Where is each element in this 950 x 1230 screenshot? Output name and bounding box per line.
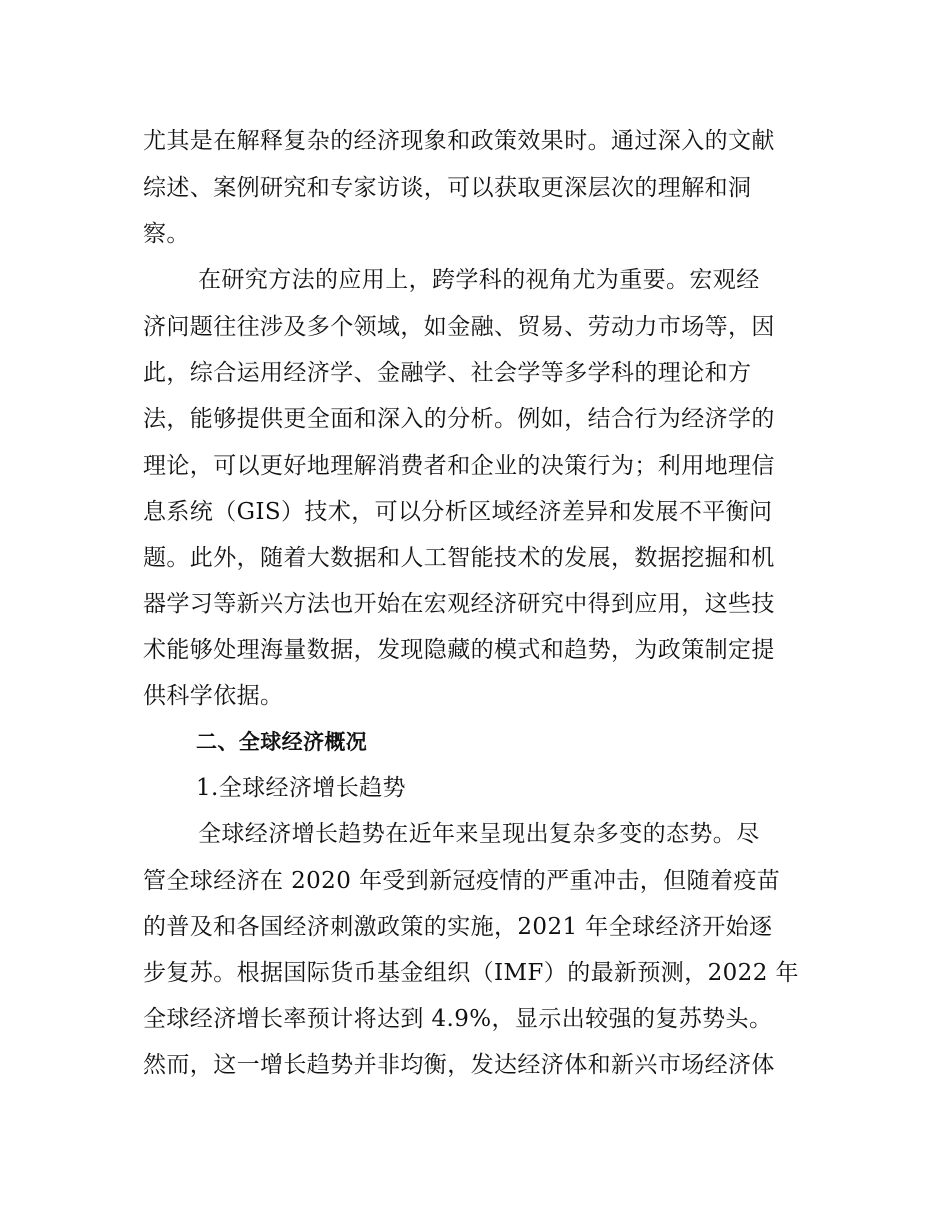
paragraph-line: 然而，这一增长趋势并非均衡，发达经济体和新兴市场经济体	[143, 1052, 775, 1078]
paragraph-line: 的普及和各国经济刺激政策的实施，2021 年全球经济开始逐	[143, 914, 773, 940]
paragraph-line: 全球经济增长趋势在近年来呈现出复杂多变的态势。尽	[198, 821, 760, 847]
paragraph-line: 全球经济增长率预计将达到 4.9%，显示出较强的复苏势头。	[143, 1006, 773, 1032]
paragraph-line: 供科学依据。	[143, 683, 284, 709]
paragraph-line: 管全球经济在 2020 年受到新冠疫情的严重冲击，但随着疫苗	[143, 868, 781, 894]
paragraph-line: 尤其是在解释复杂的经济现象和政策效果时。通过深入的文献	[143, 128, 775, 154]
paragraph-line: 法，能够提供更全面和深入的分析。例如，结合行为经济学的	[143, 406, 775, 432]
paragraph-line: 器学习等新兴方法也开始在宏观经济研究中得到应用，这些技	[143, 591, 775, 617]
paragraph-line: 息系统（GIS）技术，可以分析区域经济差异和发展不平衡问	[143, 499, 773, 525]
paragraph-line: 理论，可以更好地理解消费者和企业的决策行为；利用地理信	[143, 453, 775, 479]
paragraph-line: 术能够处理海量数据，发现隐藏的模式和趋势，为政策制定提	[143, 637, 775, 663]
paragraph-line: 此，综合运用经济学、金融学、社会学等多学科的理论和方	[143, 360, 752, 386]
section-heading: 二、全球经济概况	[196, 730, 368, 754]
paragraph-line: 题。此外，随着大数据和人工智能技术的发展，数据挖掘和机	[143, 545, 775, 571]
paragraph-line: 在研究方法的应用上，跨学科的视角尤为重要。宏观经	[198, 267, 760, 293]
paragraph-line: 济问题往往涉及多个领域，如金融、贸易、劳动力市场等，因	[143, 314, 775, 340]
paragraph-line: 步复苏。根据国际货币基金组织（IMF）的最新预测，2022 年	[143, 960, 799, 986]
paragraph-line: 察。	[143, 221, 190, 247]
paragraph-line: 综述、案例研究和专家访谈，可以获取更深层次的理解和洞	[143, 175, 752, 201]
subsection-heading: 1.全球经济增长趋势	[196, 775, 406, 801]
